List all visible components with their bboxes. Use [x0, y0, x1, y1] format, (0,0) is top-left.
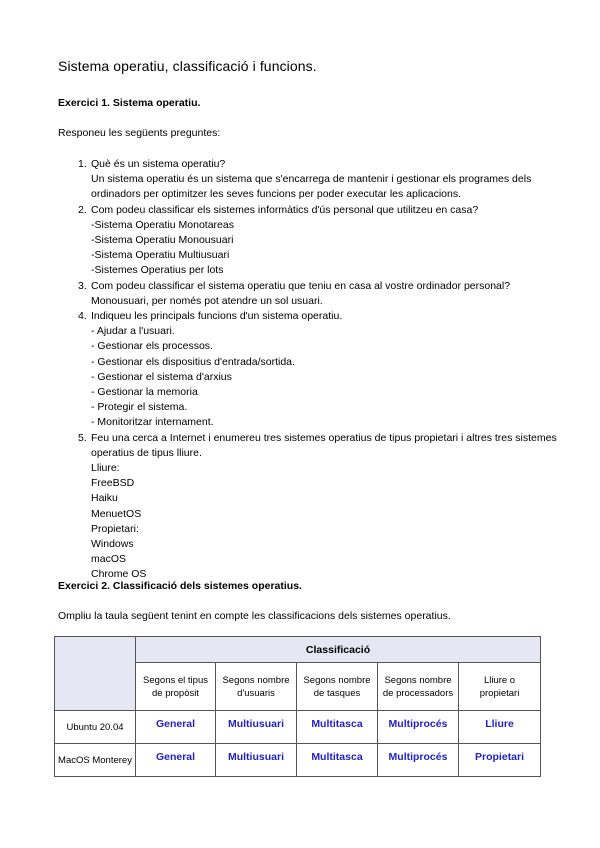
exercise-1-intro: Responeu les següents preguntes:: [58, 127, 221, 139]
answer-text: - Ajudar a l'usuari.: [91, 325, 175, 338]
question-text: Què és un sistema operatiu?: [91, 158, 226, 170]
answer-text: - Gestionar els dispositius d'entrada/sortida.: [91, 355, 295, 368]
answer-text: - Gestionar el sistema d'arxius: [91, 370, 232, 383]
question-list: [78, 157, 558, 583]
answer-text: Lliure:: [91, 462, 120, 475]
answer-text: - Gestionar els processos.: [91, 340, 213, 353]
question-number: 1.: [78, 158, 87, 170]
table-cell: Multitasca: [297, 711, 378, 744]
table-row: [55, 711, 541, 744]
answer-text: MenuetOS: [91, 507, 142, 520]
table-cell: General: [136, 711, 216, 744]
list-item: [78, 279, 558, 309]
answer-text: FreeBSD: [91, 477, 135, 490]
exercise-2-heading: Exercici 2. Classificació dels sistemes operatius.: [58, 580, 302, 592]
answer-text: - Protegir el sistema.: [91, 401, 188, 414]
answer-text: -Sistema Operatiu Multiusuari: [91, 249, 230, 262]
answer-text: Propietari:: [91, 522, 139, 535]
table-corner-cell: [55, 637, 136, 711]
list-item: [78, 309, 558, 431]
table-cell: Multiusuari: [216, 744, 297, 777]
column-header: Lliure o propietari: [459, 663, 541, 711]
group-header: Classificació: [136, 637, 541, 663]
document-title: Sistema operatiu, classificació i funcions.: [58, 58, 317, 74]
answer-text: - Monitoritzar internament.: [91, 416, 214, 429]
row-label: Ubuntu 20.04: [55, 711, 136, 744]
list-item: [78, 157, 558, 203]
table-cell: Multiprocés: [378, 744, 459, 777]
table-cell: Lliure: [459, 711, 541, 744]
question-number: 2.: [78, 203, 87, 216]
list-item: [78, 431, 558, 583]
answer-text: macOS: [91, 553, 127, 566]
answer-text: Windows: [91, 538, 134, 551]
column-header: Segons nombre d'usuaris: [216, 663, 297, 711]
answer-text: -Sistemes Operatius per lots: [91, 264, 224, 277]
answer-text: Un sistema operatiu és un sistema que s'encarrega de mantenir i gestionar els programes dels ordinadors per optimitzer les seves funcions per poder executar les aplicacions.: [91, 173, 532, 201]
table-cell: Propietari: [459, 744, 541, 777]
table-cell: General: [136, 744, 216, 777]
column-header: Segons nombre de processadors: [378, 663, 459, 711]
list-item: [78, 203, 558, 279]
exercise-1-heading: Exercici 1. Sistema operatiu.: [58, 97, 201, 109]
row-label: MacOS Monterey: [55, 744, 136, 777]
answer-text: Chrome OS: [91, 568, 147, 581]
question-number: 3.: [78, 279, 87, 292]
question-text: Com podeu classificar els sistemes informàtics d'ús personal que utilitzeu en casa?: [91, 203, 479, 216]
column-header: Segons el tipus de propòsit: [136, 663, 216, 711]
question-text: Indiqueu les principals funcions d'un sistema operatiu.: [91, 310, 343, 323]
table-cell: Multitasca: [297, 744, 378, 777]
table-cell: Multiprocés: [378, 711, 459, 744]
question-number: 4.: [78, 310, 87, 323]
answer-text: -Sistema Operatiu Monousuari: [91, 234, 234, 247]
answer-text: - Gestionar la memoria: [91, 386, 198, 399]
exercise-2-intro: Ompliu la taula següent tenint en compte les classificacions dels sistemes operatius.: [58, 610, 451, 622]
answer-text: Monousuari, per només pot atendre un sol usuari.: [91, 294, 323, 307]
answer-text: -Sistema Operatiu Monotareas: [91, 218, 234, 231]
column-header: Segons nombre de tasques: [297, 663, 378, 711]
answer-text: Haiku: [91, 492, 118, 505]
table-cell: Multiusuari: [216, 711, 297, 744]
question-text: Com podeu classificar el sistema operatiu que teniu en casa al vostre ordinador personal?: [91, 279, 511, 292]
question-text: Feu una cerca a Internet i enumereu tres sistemes operatius de tipus propietari i altres tres sistemes operatius de tipus lliure.: [91, 431, 557, 459]
table-row: [55, 744, 541, 777]
question-number: 5.: [78, 431, 87, 444]
classification-table: [54, 636, 541, 777]
